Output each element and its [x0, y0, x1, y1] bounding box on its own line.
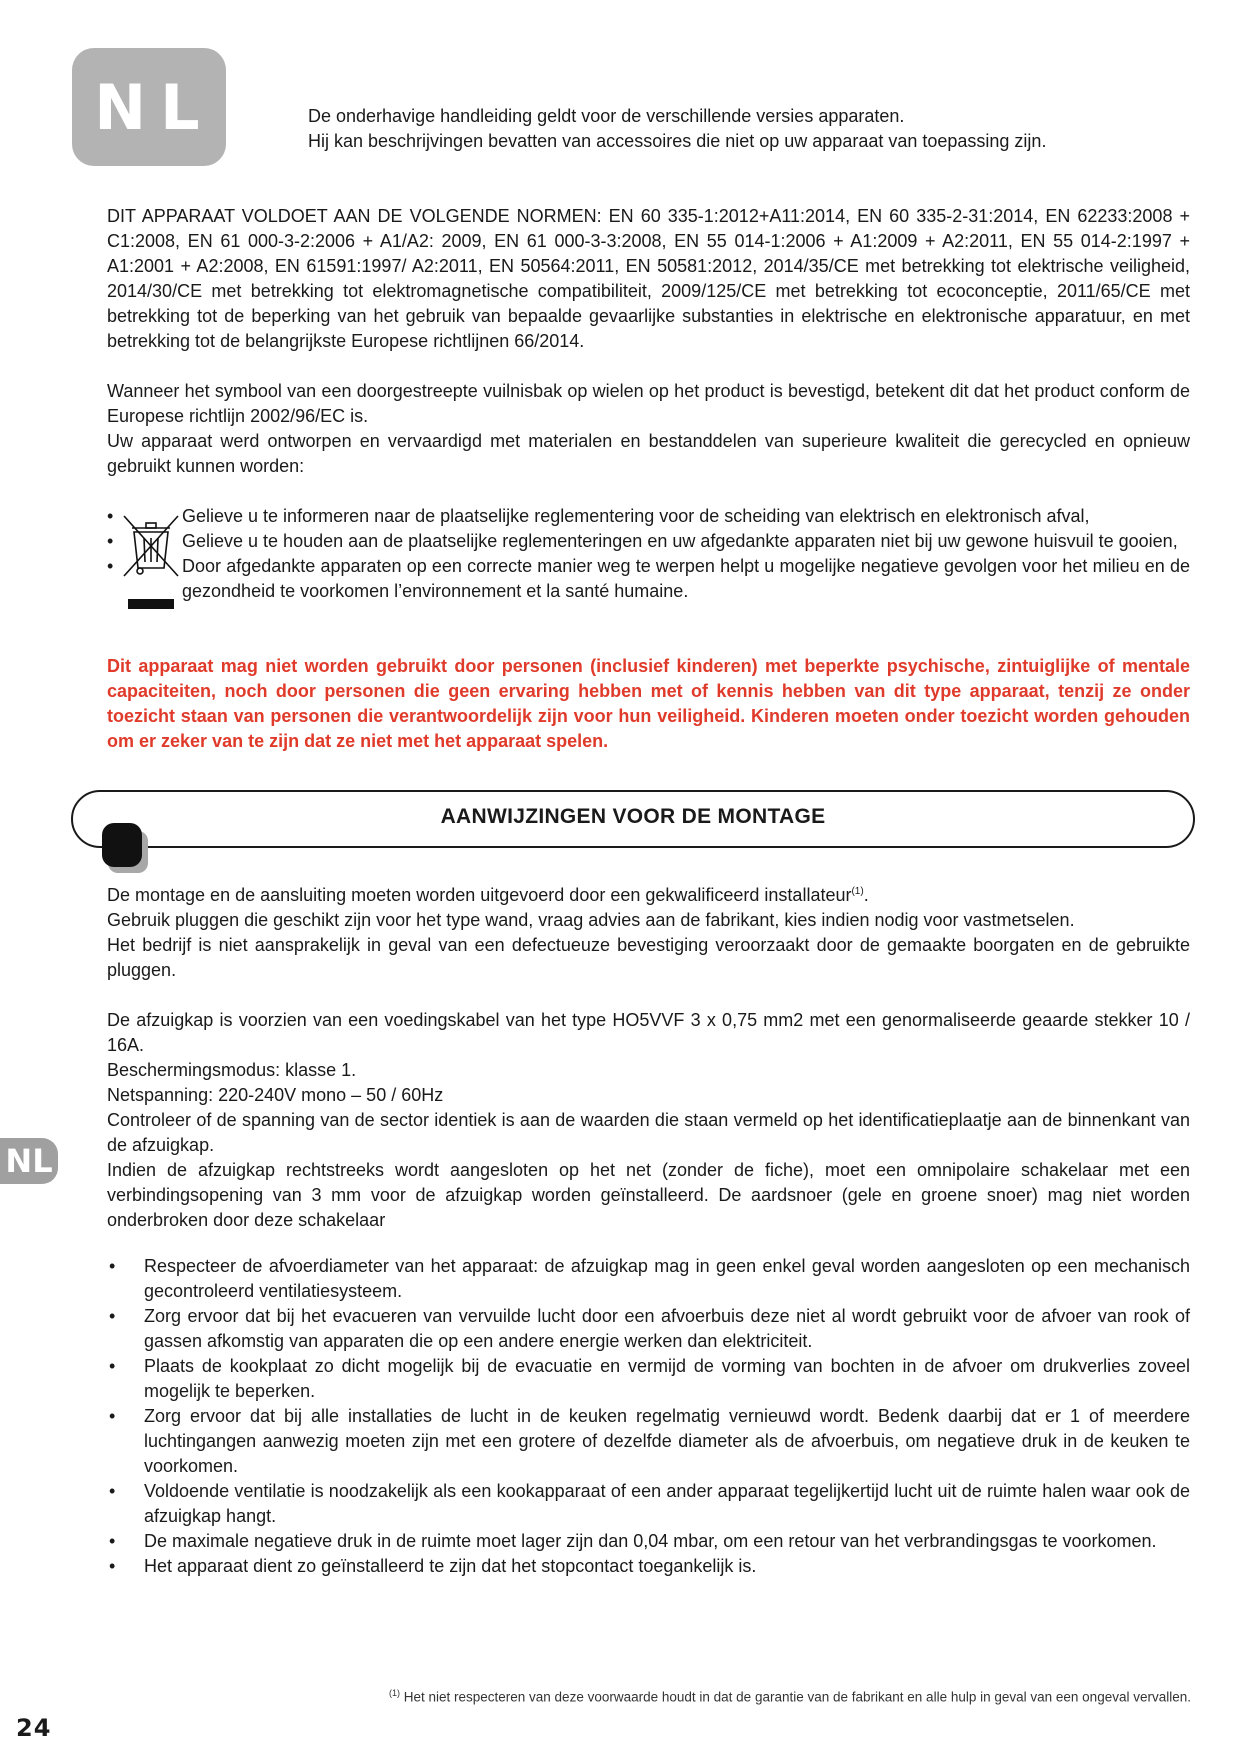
side-language-tab: NL — [0, 1138, 58, 1184]
language-badge: NL — [72, 48, 226, 166]
montage-bullet-4: • Zorg ervoor dat bij alle installaties de lucht in de keuken regelmatig vernieuwd wordt. Bedenk daarbij dat er 1 of meerdere luchtingangen aanwezig moeten zijn met een grotere of dezelfde diameter als de afvoerbuis, om negatieve druk in de keuken te voorkomen. — [109, 1406, 1190, 1476]
montage-text — [107, 879, 1190, 1233]
montage-paragraph-4: De afzuigkap is voorzien van een voedingskabel van het type HO5VVF 3 x 0,75 mm2 met een genormaliseerde geaarde stekker 10 / 16A. — [107, 1010, 1190, 1055]
montage-paragraph-2: Gebruik pluggen die geschikt zijn voor het type wand, vraag advies aan de fabrikant, kies indien nodig voor vastmetselen. — [107, 910, 1075, 930]
montage-paragraph-8: Indien de afzuigkap rechtstreeks wordt aangesloten op het net (zonder de fiche), moet een omnipolaire schakelaar met een verbindingsopening van 3 mm voor de afzuigkap worden geïnstalleerd. De aardsnoer (gele en groene snoer) mag niet worden onderbroken door deze schakelaar — [107, 1160, 1190, 1230]
page-number: 24 — [16, 1714, 52, 1742]
montage-bullet-2: • Zorg ervoor dat bij het evacueren van vervuilde lucht door een afvoerbuis deze niet al wordt gebruikt voor de afvoer van rook of gassen afkomstig van apparaten die op een andere energie werken dan elektriciteit. — [109, 1306, 1190, 1351]
weee-block — [107, 379, 1190, 479]
section-title: AANWIJZINGEN VOOR DE MONTAGE — [440, 805, 826, 828]
safety-warning — [107, 654, 1190, 754]
section-header-box — [71, 790, 1195, 848]
warning-paragraph: Dit apparaat mag niet worden gebruikt door personen (inclusief kinderen) met beperkte psychische, zintuiglijke of mentale capaciteiten, noch door personen die geen ervaring hebben met of kennis hebben van dit type apparaat, tenzij ze onder toezicht staan van personen die verantwoordelijk zijn voor hun veiligheid. Kinderen moeten onder toezicht worden gehouden om er zeker van te zijn dat ze niet met het apparaat spelen. — [107, 656, 1190, 751]
norms-paragraph: DIT APPARAAT VOLDOET AAN DE VOLGENDE NORMEN: EN 60 335-1:2012+A11:2014, EN 60 335-2-31:2014, EN 62233:2008 + C1:2008, EN 61 000-3-2:2006 + A1/A2: 2009, EN 61 000-3-3:2008, EN 55 014-1:2006 + A1:2009 + A2:2011, EN 55 014-2:1997 + A1:2001 + A2:2008, EN 61591:1997/ A2:2011, EN 50564:2011, EN 50581:2012, 2014/35/CE met betrekking tot elektrische veiligheid, 2014/30/CE met betrekking tot elektromagnetische compatibiliteit, 2009/125/CE met betrekking tot ecoconceptie, 2011/65/CE met betrekking tot de beperking van het gebruik van bepaalde gevaarlijke substanties in elektrische en elektronische apparatuur, en met betrekking tot de belangrijkste Europese richtlijnen 66/2014. — [107, 206, 1190, 351]
bullet: • — [107, 506, 114, 526]
montage-bullet-7: • Het apparaat dient zo geïnstalleerd te zijn dat het stopcontact toegankelijk is. — [109, 1556, 757, 1576]
intro-line-1: De onderhavige handleiding geldt voor de verschillende versies apparaten. — [308, 106, 905, 126]
intro-line-2: Hij kan beschrijvingen bevatten van accessoires die niet op uw apparaat van toepassing zijn. — [308, 131, 1047, 151]
montage-paragraph-7: Controleer of de spanning van de sector identiek is aan de waarden die staan vermeld op het identificatieplaatje aan de binnenkant van de afzuigkap. — [107, 1110, 1190, 1155]
footnote: $^{(1)}$ Het niet respecteren van deze voorwaarde houdt in dat de garantie van de fabrikant en alle hulp in geval van een ongeval vervallen. — [388, 1688, 1191, 1705]
weee-bullet-1 — [107, 504, 1190, 529]
weee-bullet-text-2: Gelieve u te houden aan de plaatselijke reglementeringen en uw afgedankte apparaten niet bij uw gewone huisvuil te gooien, — [182, 531, 1178, 551]
montage-bullet-5: • Voldoende ventilatie is noodzakelijk als een kookapparaat of een ander apparaat tegelijkertijd lucht uit de ruimte halen waar ook de afzuigkap hangt. — [109, 1481, 1190, 1526]
weee-paragraph-2: Uw apparaat werd ontworpen en vervaardigd met materialen en bestanddelen van superieure kwaliteit die gerecycled en opnieuw gebruikt kunnen worden: — [107, 431, 1190, 476]
weee-bullet-3 — [107, 554, 1190, 604]
montage-paragraph-1: De montage en de aansluiting moeten worden uitgevoerd door een gekwalificeerd installateur$^{(1)}$. — [107, 885, 869, 905]
weee-bullet-text-3: Door afgedankte apparaten op een correcte manier weg te werpen helpt u mogelijke negatieve gevolgen voor het milieu en de gezondheid te voorkomen l’environnement et la santé humaine. — [182, 556, 1190, 601]
weee-bullet-text-1: Gelieve u te informeren naar de plaatselijke reglementering voor de scheiding van elektrisch en elektronisch afval, — [182, 506, 1090, 526]
bullet: • — [107, 556, 114, 576]
weee-bullet-2 — [107, 529, 1190, 554]
crossed-out-wheelie-bin-icon — [120, 514, 182, 614]
montage-paragraph-5: Beschermingsmodus: klasse 1. — [107, 1060, 357, 1080]
weee-bullets — [107, 504, 1190, 604]
montage-bullet-6: • De maximale negatieve druk in de ruimte moet lager zijn dan 0,04 mbar, om een retour van het verbrandingsgas te voorkomen. — [109, 1531, 1157, 1551]
montage-paragraph-3: Het bedrijf is niet aansprakelijk in geval van een defectueuze bevestiging veroorzaakt door de gemaakte boorgaten en de gebruikte pluggen. — [107, 935, 1190, 980]
norms-block — [107, 204, 1190, 354]
intro-text — [308, 104, 1046, 154]
bullet: • — [107, 531, 114, 551]
montage-paragraph-6: Netspanning: 220-240V mono – 50 / 60Hz — [107, 1085, 444, 1105]
section-marker-icon — [102, 823, 148, 873]
montage-bullet-1: • Respecteer de afvoerdiameter van het apparaat: de afzuigkap mag in geen enkel geval worden aangesloten op een mechanisch gecontroleerd ventilatiesysteem. — [109, 1256, 1190, 1301]
montage-bullet-3: • Plaats de kookplaat zo dicht mogelijk bij de evacuatie en vermijd de vorming van bochten in de afvoer om drukverlies zoveel mogelijk te beperken. — [109, 1356, 1190, 1401]
montage-bullets — [107, 1254, 1190, 1579]
weee-paragraph-1: Wanneer het symbool van een doorgestreepte vuilnisbak op wielen op het product is bevestigd, betekent dit dat het product conform de Europese richtlijn 2002/96/EC is. — [107, 381, 1190, 426]
